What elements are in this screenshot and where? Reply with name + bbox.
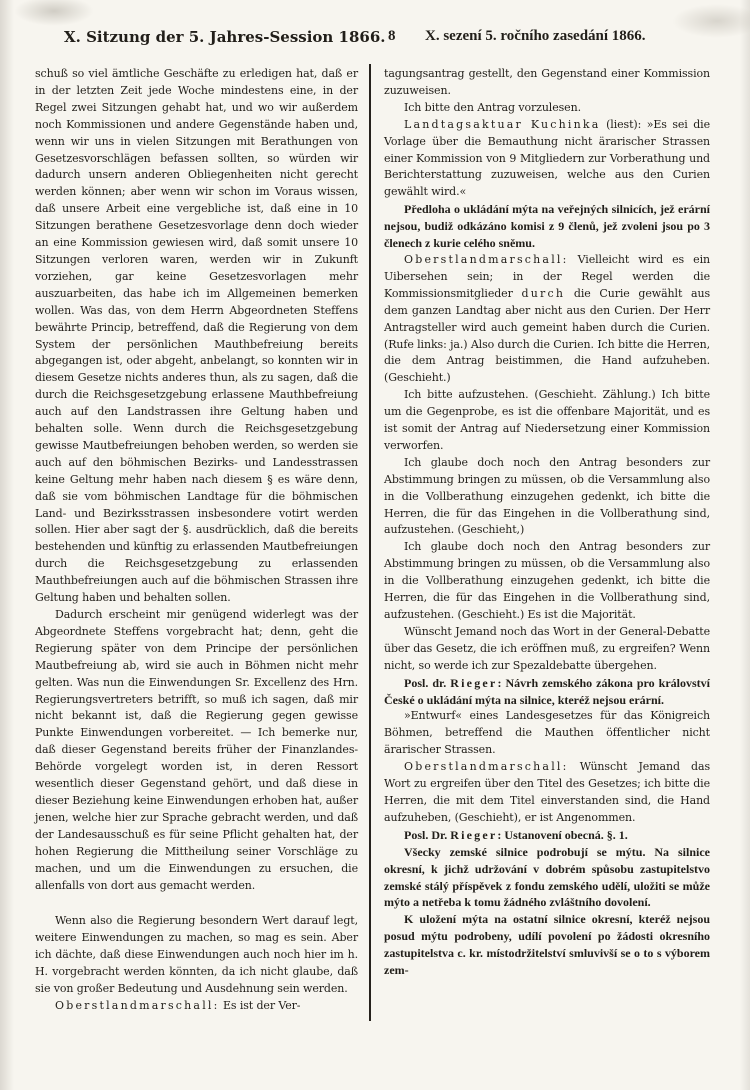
body-text: : Návrh zemského zákona pro království České o ukládání mýta na silnice, kteréž nejsou erární. <box>384 675 711 707</box>
paragraph <box>384 708 710 759</box>
scan-edge-shadow <box>0 0 14 1090</box>
left-column <box>35 66 358 1015</box>
paragraph <box>384 624 710 675</box>
emphasized-text: Rieger <box>450 675 498 690</box>
emphasized-text: Oberstlandmarschall: <box>55 998 220 1012</box>
body-text: Všecky zemské silnice podrobují se mýtu. Na silnice okresní, k jichž udržování v dobrém spůsobu zastupitelstvo zemské stálý příspěvek z fondu zemského udělí, uložiti se může mýto a netřeba k tomu žádného zvláštního dovolení. <box>384 844 710 910</box>
paragraph <box>384 911 710 979</box>
paragraph <box>384 117 710 202</box>
body-text: K uložení mýta na ostatní silnice okresní, kteréž nejsou posud mýtu podrobeny, udílí povolení po žádosti okresního zastupitelstva c. kr. místodržitelství smluvivší se o to s výborem zem- <box>384 912 710 978</box>
paragraph <box>384 827 710 844</box>
paragraph <box>35 607 358 894</box>
paragraph <box>384 201 710 252</box>
emphasized-text: Rieger <box>450 827 498 842</box>
body-text: Wenn also die Regierung besondern Wert darauf legt, weitere Einwendungen zu machen, so mag es sein. Aber ich dächte, daß diese Einwendungen auch noch hier im h. H. vorgebracht werden könnten, da ich nicht glaube, daß sie von großer Bedeutung und Ausdehnung sein werden. <box>35 914 358 996</box>
column-divider <box>369 64 371 1021</box>
body-text: : Ustanovení obecná. §. 1. <box>497 827 628 842</box>
body-text: Ich glaube doch noch den Antrag besonders zur Abstimmung bringen zu müssen, ob die Versammlung also in die Vollberathung einzugehen gedenkt, ich bitte die Herren, die für das Eingehen in die Vollberathung sind, aufzustehen. (Geschieht.) Es ist die Majorität. <box>384 540 710 621</box>
body-text: (liest): »Es sei die Vorlage über die Bemauthung nicht ärarischer Strassen einer Kommission von 9 Mitgliedern zur Vorberathung und Berichterstattung zuzuweisen, welche aus den Curien gewählt wird.« <box>384 117 710 199</box>
body-text: »Entwurf« eines Landesgesetzes für das Königreich Böhmen, betreffend die Mauthen öffentlicher nicht ärarischer Strassen. <box>384 709 710 757</box>
paragraph <box>384 66 710 100</box>
body-text: Ich bitte aufzustehen. (Geschieht. Zählung.) Ich bitte um die Gegenprobe, es ist die offenbare Majorität, und es ist somit der Antrag auf Niedersetzung einer Kommission verworfen. <box>384 388 710 452</box>
header-title-czech: X. sezení 5. ročního zasedání 1866. <box>425 28 646 44</box>
body-text: Ich glaube doch noch den Antrag besonders zur Abstimmung bringen zu müssen, ob die Versammlung also in die Vollberathung einzugehen gedenkt, ich bitte die Herren, die für das Eingehen in die Vollberathung sind, aufzustehen. (Geschieht,) <box>384 455 710 537</box>
emphasized-text: Landtagsaktuar Kuchinka <box>404 117 601 131</box>
body-text: Es ist der Ver- <box>219 998 301 1012</box>
body-text: Vielleicht wird es ein Uibersehen sein; in der Regel werden die Kommissionsmitglieder <box>384 252 710 300</box>
body-text: schuß so viel ämtliche Geschäfte zu erledigen hat, daß er in der letzten Zeit jede Woche mindestens eine, in der Regel zwei Sitzungen gehabt hat, und wo wir außerdem noch Kommissionen und andere Gegenstände haben und, wenn wir uns in vielen Sitzungen mit Berathungen von Gesetzesvorschlägen befassen sollten, so würden wir dadurch unsern anderen Obliegenheiten nicht gerecht werden können; aber wenn wir schon im Voraus wissen, daß unsere Arbeit eine vergebliche ist, daß eine in 10 Sitzungen berathene Gesetzesvorlage denn doch wieder an eine Kommission gewiesen wird, daß somit unsere 10 Sitzungen verloren waren, werden wir in Zukunft vorziehen, gar keine Gesetzesvorlagen mehr auszuarbeiten, das habe ich im Allgemeinen bemerken wollen. Was das, von dem Herrn Abgeordneten Steffens bewährte Princip, betreffend, daß die Regierung von dem System der persönlichen Mauthbefreiung bereits abgegangen ist, oder abgeht, anbelangt, so konnten wir in diesem Gesetze nichts anderes thun, als zu sagen, daß die durch die Reichsgesetzgebung erlassene Mauthbefreiung auch auf den Landstrassen ihre Geltung haben und behalten solle. Wenn durch die Reichsgesetzgebung gewisse Mautbefreiungen behoben werden, so werden sie auch auf den böhmischen Bezirks- und Landesstrassen keine Geltung mehr haben nach diesem § es wäre denn, daß sie vom böhmischen Landtage für die böhmischen Land- und Bezirksstrassen insbesondere votirt werden sollen. Hier aber sagt der §. ausdrücklich, daß die bereits bestehenden und künftig zu erlassenden Mautbefreiungen durch die Reichsgesetzgebung zu erlassenden Mauthbefreiungen auch auf die böhmischen Strassen ihre Geltung haben und behalten sollen. <box>35 67 358 605</box>
body-text: Ich bitte den Antrag vorzulesen. <box>404 100 581 114</box>
emphasized-text: Oberstlandmarschall: <box>404 252 569 266</box>
emphasized-text: Oberstlandmarschall: <box>404 760 569 774</box>
scan-edge-shadow <box>740 0 750 1090</box>
paragraph <box>384 844 710 912</box>
paragraph <box>384 675 710 709</box>
paragraph <box>384 759 710 827</box>
body-text: Posl. Dr. <box>404 827 451 842</box>
body-text: Wünscht Jemand das Wort zu ergreifen über den Titel des Gesetzes; ich bitte die Herren, die mit dem Titel einverstanden sind, die Hand aufzuheben, (Geschieht), er ist Angenommen. <box>384 760 710 824</box>
body-text: Předloha o ukládání mýta na veřejných silnicích, jež erární nejsou, budiž odkázáno komisi z 9 členů, jež zvoleni jsou po 3 členech z kurie celého sněmu. <box>384 202 710 251</box>
paragraph <box>35 998 358 1015</box>
body-text: Posl. dr. <box>404 675 451 690</box>
page-number: 8 <box>388 28 396 44</box>
paragraph <box>384 100 710 117</box>
scan-artifact-smudge <box>14 0 94 26</box>
paragraph <box>384 387 710 455</box>
body-text: die Curie gewählt aus dem ganzen Landtag aber nicht aus den Curien. Der Herr Antragsteller wird auch gemeint haben durch die Curien. (Rufe links: ja.) Also durch die Curien. Ich bitte die Herren, die dem Antrag beistimmen, die Hand aufzuheben. (Geschieht.) <box>384 286 710 385</box>
paragraph <box>384 539 710 624</box>
paragraph <box>35 66 358 607</box>
page-header <box>0 28 750 52</box>
right-column <box>384 66 710 979</box>
emphasized-text: durch <box>521 286 566 300</box>
header-title-german: X. Sitzung der 5. Jahres-Session 1866. <box>64 28 386 46</box>
paragraph <box>35 913 358 998</box>
paragraph <box>384 455 710 540</box>
body-text: Dadurch erscheint mir genügend widerlegt was der Abgeordnete Steffens vorgebracht hat; denn, geht die Regierung später von dem Principe der persönlichen Mautbefreiung ab, wird sie auch in Böhmen nicht mehr gelten. Was nun die Einwendungen Sr. Excellenz des Hrn. Regierungsvertreters betrifft, so muß ich sagen, daß mir nicht bekannt ist, daß die Regierung gegen gewisse Punkte Einwendungen vorbereitet. — Ich bemerke nur, daß dieser Gegenstand bereits früher der Finanzlandes-Behörde vorgelegt worden ist, in deren Ressort wesentlich dieser Gegenstand gehört, und daß diese in dieser Beziehung keine Einwendungen erhoben hat, außer jenen, welche hier zur Sprache gebracht werden, und daß der Landesausschuß es für seine Pflicht gehalten hat, der hohen Regierung die Mittheilung seiner Vorschläge zu machen, und um die Einwendungen zu ersuchen, die allenfalls von dort aus gemacht werden. <box>35 608 358 892</box>
body-text: Wünscht Jemand noch das Wort in der General-Debatte über das Gesetz, die ich eröffnen muß, zu ergreifen? Wenn nicht, so werde ich zur Spezaldebatte übergehen. <box>384 624 710 672</box>
body-text: tagungsantrag gestellt, den Gegenstand einer Kommission zuzuweisen. <box>384 67 710 97</box>
paragraph <box>384 252 710 387</box>
